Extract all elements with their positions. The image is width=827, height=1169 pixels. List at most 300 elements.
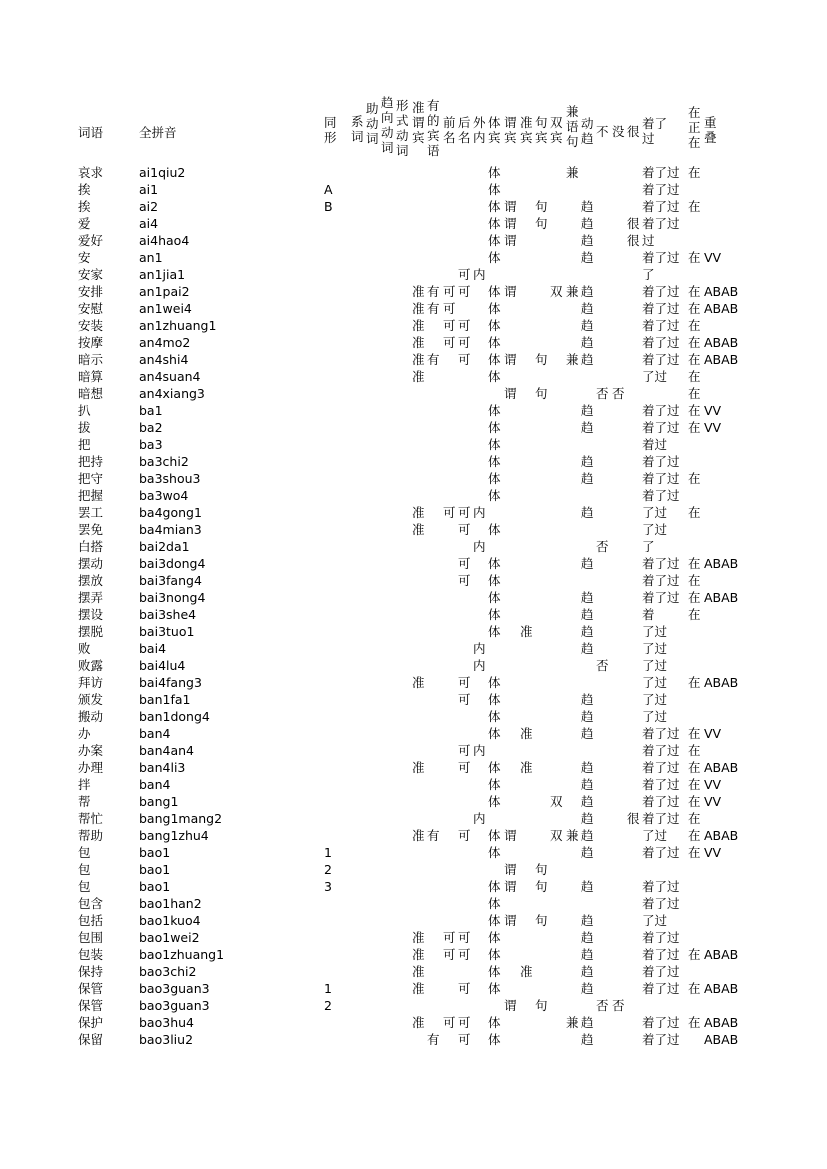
cell-mei <box>612 470 627 487</box>
cell-houming: 可 <box>458 760 471 775</box>
cell-houming: 可 <box>458 573 471 588</box>
cell-waidong <box>473 827 485 844</box>
cell-zhunwei <box>412 538 427 555</box>
cell-houming <box>458 453 473 470</box>
cell-houming <box>458 419 473 436</box>
cell-hen <box>627 368 642 385</box>
cell-dongqu: 趋 <box>581 403 594 418</box>
cell-hen <box>627 708 642 725</box>
cell-youde <box>427 759 442 776</box>
cell-zhunbin <box>520 589 535 606</box>
cell-chongdie: VV <box>704 845 722 860</box>
cell-zhunbin <box>520 164 535 181</box>
cell-youde <box>427 725 442 742</box>
cell-youde <box>427 572 442 589</box>
cell-mei <box>612 334 627 351</box>
cell-zai <box>688 640 704 657</box>
cell-qianming <box>443 232 458 249</box>
cell-waidong <box>473 929 485 946</box>
cell-jubin <box>535 283 550 300</box>
cell-chongdie: ABAB <box>704 590 739 605</box>
cell-qianming <box>443 827 458 844</box>
cell-tibin: 体 <box>488 1032 501 1047</box>
cell-hen <box>627 929 642 946</box>
header-waidong: 外 内 <box>473 115 486 145</box>
cell-shuangbin: 双 <box>550 794 563 809</box>
cell-word: 保护 <box>78 1015 104 1030</box>
cell-tibin: 体 <box>488 522 501 537</box>
cell-tongxing <box>324 759 344 776</box>
cell-qianming: 可 <box>443 301 456 316</box>
cell-tibin: 体 <box>488 828 501 843</box>
cell-pinyin: ban4 <box>139 777 171 792</box>
cell-pinyin: an4mo2 <box>139 335 191 350</box>
cell-houming: 可 <box>458 556 471 571</box>
cell-bu <box>596 844 611 861</box>
cell-tongxing <box>324 1014 344 1031</box>
table-row <box>0 232 827 249</box>
cell-waidong <box>473 691 485 708</box>
cell-weibin <box>504 674 519 691</box>
cell-zhele: 了过 <box>642 369 668 384</box>
cell-mei <box>612 555 627 572</box>
cell-hen: 很 <box>627 811 640 826</box>
cell-tongxing <box>324 249 344 266</box>
cell-hen <box>627 759 642 776</box>
cell-waidong <box>473 861 485 878</box>
cell-zhunbin <box>520 657 535 674</box>
cell-tibin: 体 <box>488 845 501 860</box>
cell-tongxing <box>324 810 344 827</box>
cell-jianyu <box>566 538 581 555</box>
cell-zhele: 着了过 <box>642 726 680 741</box>
cell-zhunwei <box>412 249 427 266</box>
cell-zhunwei <box>412 895 427 912</box>
cell-zhunwei <box>412 589 427 606</box>
cell-zhele: 了过 <box>642 675 668 690</box>
cell-zhele: 着了过 <box>642 964 680 979</box>
cell-jianyu <box>566 555 581 572</box>
cell-shuangbin <box>550 470 565 487</box>
cell-zhunwei <box>412 572 427 589</box>
cell-zai: 在 <box>688 369 701 384</box>
cell-chongdie <box>704 623 730 640</box>
cell-zhunbin <box>520 317 535 334</box>
cell-qianming <box>443 776 458 793</box>
table-row <box>0 844 827 861</box>
cell-hen <box>627 436 642 453</box>
cell-zai <box>688 657 704 674</box>
cell-qianming <box>443 793 458 810</box>
cell-zhunbin <box>520 997 535 1014</box>
cell-bu <box>596 895 611 912</box>
cell-word: 安装 <box>78 318 104 333</box>
cell-mei <box>612 674 627 691</box>
cell-shuangbin <box>550 725 565 742</box>
cell-shuangbin <box>550 419 565 436</box>
cell-youde <box>427 793 442 810</box>
cell-shuangbin <box>550 606 565 623</box>
cell-zhunbin <box>520 504 535 521</box>
cell-dongqu <box>581 368 596 385</box>
cell-zhunwei <box>412 606 427 623</box>
cell-zhunbin <box>520 691 535 708</box>
cell-waidong <box>473 317 485 334</box>
cell-chongdie <box>704 385 730 402</box>
cell-bu <box>596 640 611 657</box>
cell-tibin: 体 <box>488 471 501 486</box>
cell-jubin <box>535 572 550 589</box>
cell-chongdie <box>704 878 730 895</box>
cell-mei: 否 <box>612 998 625 1013</box>
cell-waidong: 内 <box>473 658 486 673</box>
cell-zhele: 着了过 <box>642 794 680 809</box>
cell-zhunwei: 准 <box>412 828 425 843</box>
cell-jianyu <box>566 895 581 912</box>
cell-zhunwei <box>412 640 427 657</box>
table-row <box>0 504 827 521</box>
cell-hen: 很 <box>627 216 640 231</box>
cell-word: 安慰 <box>78 301 104 316</box>
cell-youde: 有 <box>427 352 440 367</box>
cell-zai <box>688 878 704 895</box>
cell-tongxing: 2 <box>324 998 332 1013</box>
cell-shuangbin <box>550 436 565 453</box>
cell-mei <box>612 912 627 929</box>
cell-tongxing <box>324 385 344 402</box>
cell-dongqu: 趋 <box>581 913 594 928</box>
cell-zhele: 着了过 <box>642 947 680 962</box>
cell-weibin <box>504 487 519 504</box>
cell-youde <box>427 589 442 606</box>
cell-tongxing <box>324 334 344 351</box>
cell-bu <box>596 623 611 640</box>
cell-tibin: 体 <box>488 896 501 911</box>
cell-houming: 可 <box>458 930 471 945</box>
table-row <box>0 300 827 317</box>
cell-pinyin: bao1 <box>139 862 171 877</box>
cell-zai: 在 <box>688 607 701 622</box>
table-row <box>0 827 827 844</box>
cell-tibin <box>488 640 503 657</box>
cell-dongqu: 趋 <box>581 794 594 809</box>
cell-tibin: 体 <box>488 301 501 316</box>
cell-hen <box>627 419 642 436</box>
cell-houming: 可 <box>458 947 471 962</box>
cell-youde <box>427 606 442 623</box>
cell-jubin <box>535 555 550 572</box>
table-row <box>0 725 827 742</box>
cell-pinyin: an4xiang3 <box>139 386 205 401</box>
cell-zai: 在 <box>688 947 701 962</box>
cell-zai <box>688 521 704 538</box>
cell-word: 保管 <box>78 981 104 996</box>
cell-shuangbin <box>550 946 565 963</box>
cell-weibin: 谓 <box>504 386 517 401</box>
cell-mei <box>612 1014 627 1031</box>
cell-word: 暗示 <box>78 352 104 367</box>
cell-youde <box>427 521 442 538</box>
cell-chongdie <box>704 164 730 181</box>
cell-hen <box>627 861 642 878</box>
cell-houming: 可 <box>458 692 471 707</box>
cell-youde <box>427 487 442 504</box>
cell-chongdie <box>704 640 730 657</box>
cell-word: 把守 <box>78 471 104 486</box>
cell-mei <box>612 504 627 521</box>
cell-tibin: 体 <box>488 1015 501 1030</box>
cell-word: 爱好 <box>78 233 104 248</box>
table-row <box>0 674 827 691</box>
table-row <box>0 691 827 708</box>
cell-word: 罢工 <box>78 505 104 520</box>
cell-jubin <box>535 759 550 776</box>
cell-qianming <box>443 912 458 929</box>
header-quxiang: 趋 向 动 词 <box>381 95 394 155</box>
cell-tibin: 体 <box>488 284 501 299</box>
cell-zhunwei <box>412 810 427 827</box>
cell-qianming <box>443 215 458 232</box>
cell-shuangbin <box>550 759 565 776</box>
cell-chongdie <box>704 368 730 385</box>
cell-zhele: 着了过 <box>642 471 680 486</box>
cell-pinyin: an4suan4 <box>139 369 201 384</box>
cell-zhunbin <box>520 249 535 266</box>
cell-weibin <box>504 742 519 759</box>
cell-shuangbin <box>550 164 565 181</box>
cell-zhele: 着了过 <box>642 301 680 316</box>
cell-chongdie <box>704 317 730 334</box>
cell-jianyu <box>566 232 581 249</box>
cell-chongdie <box>704 997 730 1014</box>
cell-zhunbin <box>520 436 535 453</box>
cell-chongdie: ABAB <box>704 556 739 571</box>
cell-qianming <box>443 453 458 470</box>
cell-jianyu <box>566 878 581 895</box>
cell-qianming <box>443 419 458 436</box>
cell-zai <box>688 691 704 708</box>
cell-dongqu: 趋 <box>581 726 594 741</box>
cell-waidong: 内 <box>473 267 486 282</box>
cell-zai: 在 <box>688 675 701 690</box>
cell-tongxing <box>324 691 344 708</box>
cell-weibin <box>504 623 519 640</box>
cell-tongxing <box>324 266 344 283</box>
cell-bu <box>596 759 611 776</box>
cell-tongxing <box>324 368 344 385</box>
cell-waidong <box>473 487 485 504</box>
cell-tongxing <box>324 1031 344 1048</box>
table-row <box>0 980 827 997</box>
cell-houming <box>458 708 473 725</box>
cell-hen <box>627 691 642 708</box>
table-row <box>0 793 827 810</box>
cell-hen <box>627 606 642 623</box>
table-row <box>0 181 827 198</box>
cell-hen <box>627 300 642 317</box>
cell-mei <box>612 402 627 419</box>
cell-pinyin: bai3she4 <box>139 607 197 622</box>
cell-zhunbin <box>520 521 535 538</box>
cell-youde <box>427 776 442 793</box>
cell-dongqu: 趋 <box>581 709 594 724</box>
cell-bu: 否 <box>596 658 609 673</box>
cell-mei <box>612 538 627 555</box>
cell-pinyin: bao3liu2 <box>139 1032 194 1047</box>
cell-pinyin: ai1 <box>139 182 159 197</box>
cell-waidong <box>473 759 485 776</box>
cell-pinyin: an1wei4 <box>139 301 192 316</box>
cell-qianming: 可 <box>443 930 456 945</box>
cell-tibin: 体 <box>488 318 501 333</box>
cell-word: 包 <box>78 862 91 877</box>
cell-tongxing <box>324 521 344 538</box>
cell-youde <box>427 198 442 215</box>
cell-zhunwei <box>412 164 427 181</box>
cell-word: 哀求 <box>78 165 104 180</box>
cell-mei <box>612 419 627 436</box>
cell-chongdie: ABAB <box>704 981 739 996</box>
cell-mei <box>612 300 627 317</box>
cell-jubin <box>535 810 550 827</box>
cell-pinyin: bao1 <box>139 845 171 860</box>
cell-zhunbin <box>520 827 535 844</box>
cell-zhele: 着了过 <box>642 403 680 418</box>
cell-bu <box>596 861 611 878</box>
cell-tongxing <box>324 300 344 317</box>
cell-mei <box>612 572 627 589</box>
table-row <box>0 436 827 453</box>
cell-tongxing <box>324 725 344 742</box>
cell-zhele: 了过 <box>642 709 668 724</box>
cell-bu <box>596 878 611 895</box>
cell-waidong <box>473 725 485 742</box>
cell-zhele: 着了过 <box>642 845 680 860</box>
cell-zhele: 着了过 <box>642 216 680 231</box>
cell-zhunbin <box>520 1014 535 1031</box>
cell-jubin <box>535 300 550 317</box>
cell-dongqu: 趋 <box>581 454 594 469</box>
header-word: 词语 <box>78 125 104 140</box>
cell-zhunwei: 准 <box>412 675 425 690</box>
cell-waidong <box>473 300 485 317</box>
cell-pinyin: ba2 <box>139 420 163 435</box>
cell-chongdie <box>704 436 730 453</box>
cell-shuangbin <box>550 1014 565 1031</box>
cell-chongdie: ABAB <box>704 284 739 299</box>
cell-mei <box>612 487 627 504</box>
cell-zhunbin <box>520 232 535 249</box>
cell-youde <box>427 708 442 725</box>
header-youde: 有 的 宾 语 <box>427 98 440 158</box>
cell-houming <box>458 385 473 402</box>
cell-qianming <box>443 385 458 402</box>
cell-bu <box>596 776 611 793</box>
cell-hen <box>627 980 642 997</box>
cell-weibin <box>504 436 519 453</box>
cell-shuangbin <box>550 266 565 283</box>
cell-tibin: 体 <box>488 930 501 945</box>
table-row <box>0 402 827 419</box>
cell-weibin <box>504 470 519 487</box>
cell-zhunbin <box>520 1031 535 1048</box>
cell-pinyin: ba1 <box>139 403 163 418</box>
cell-hen <box>627 895 642 912</box>
header-xingshi: 形 式 动 词 <box>396 98 409 158</box>
cell-tibin <box>488 742 503 759</box>
cell-youde <box>427 963 442 980</box>
cell-word: 扒 <box>78 403 91 418</box>
cell-bu <box>596 793 611 810</box>
cell-weibin <box>504 402 519 419</box>
cell-dongqu: 趋 <box>581 777 594 792</box>
cell-word: 安家 <box>78 267 104 282</box>
cell-jubin: 句 <box>535 879 548 894</box>
cell-bu <box>596 810 611 827</box>
cell-waidong <box>473 572 485 589</box>
cell-pinyin: bao1wei2 <box>139 930 200 945</box>
cell-zai: 在 <box>688 284 701 299</box>
header-chongdie: 重 叠 <box>704 115 717 145</box>
cell-shuangbin <box>550 334 565 351</box>
cell-pinyin: ba4gong1 <box>139 505 202 520</box>
cell-tongxing <box>324 419 344 436</box>
cell-bu <box>596 300 611 317</box>
cell-weibin <box>504 266 519 283</box>
cell-weibin <box>504 776 519 793</box>
cell-zai: 在 <box>688 811 701 826</box>
cell-pinyin: an1 <box>139 250 163 265</box>
cell-bu <box>596 827 611 844</box>
cell-zhele: 着了过 <box>642 743 680 758</box>
cell-bu <box>596 215 611 232</box>
cell-houming <box>458 538 473 555</box>
cell-jianyu <box>566 742 581 759</box>
cell-bu <box>596 436 611 453</box>
cell-qianming <box>443 657 458 674</box>
cell-chongdie <box>704 538 730 555</box>
cell-tongxing <box>324 453 344 470</box>
cell-dongqu <box>581 266 596 283</box>
cell-tibin: 体 <box>488 573 501 588</box>
cell-mei <box>612 249 627 266</box>
cell-waidong <box>473 198 485 215</box>
cell-waidong <box>473 963 485 980</box>
cell-zai: 在 <box>688 845 701 860</box>
table-row <box>0 470 827 487</box>
cell-zhunwei <box>412 419 427 436</box>
cell-tibin: 体 <box>488 760 501 775</box>
cell-jubin <box>535 453 550 470</box>
cell-shuangbin <box>550 742 565 759</box>
cell-youde: 有 <box>427 1032 440 1047</box>
cell-jubin <box>535 164 550 181</box>
cell-zhunbin <box>520 402 535 419</box>
cell-pinyin: ban1fa1 <box>139 692 191 707</box>
cell-weibin <box>504 963 519 980</box>
cell-chongdie: ABAB <box>704 335 739 350</box>
cell-tongxing <box>324 963 344 980</box>
header-zhunbin: 准 宾 <box>520 115 533 145</box>
cell-zhunbin <box>520 606 535 623</box>
cell-shuangbin: 双 <box>550 828 563 843</box>
cell-jubin: 句 <box>535 199 548 214</box>
cell-waidong <box>473 164 485 181</box>
cell-houming: 可 <box>458 352 471 367</box>
cell-hen <box>627 351 642 368</box>
cell-jianyu <box>566 334 581 351</box>
cell-hen <box>627 181 642 198</box>
